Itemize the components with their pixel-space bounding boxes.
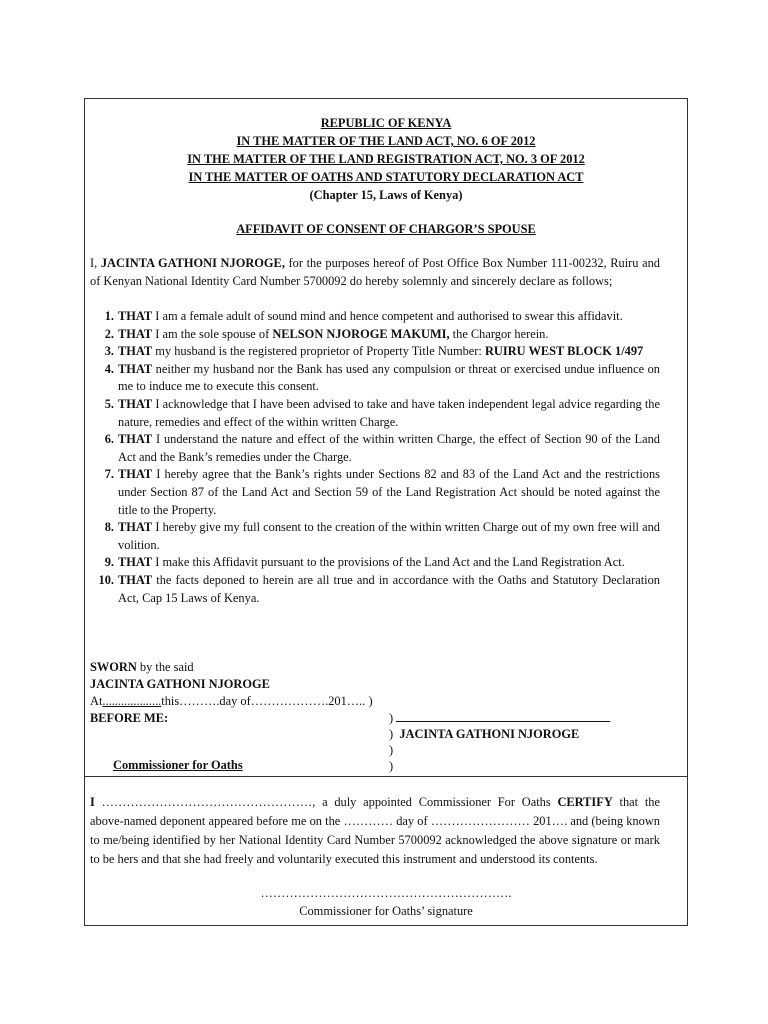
header-chapter: (Chapter 15, Laws of Kenya)	[309, 188, 463, 202]
item-lead: THAT	[118, 572, 153, 587]
list-item	[90, 519, 660, 554]
item-lead: THAT	[118, 326, 153, 341]
item-text: I make this Affidavit pursuant to the provisions of the Land Act and the Land Registration Act.	[152, 555, 625, 570]
intro-post: for the purposes hereof of Post Office Box Number 111-00232, Ruiru and of Kenyan National Identity Card Number 5700092 do hereby solemnly and sincerely declare as follows;	[90, 256, 660, 288]
item-text: neither my husband nor the Bank has used any compulsion or threat or exercised undue influence on me to induce me to execute this consent.	[118, 361, 660, 394]
signature-name: JACINTA GATHONI NJOROGE	[399, 727, 580, 741]
item-number: 5.	[104, 396, 114, 411]
certificate-text: ……………………………………………, a duly appointed Commissioner For Oaths	[94, 795, 558, 809]
header-republic: REPUBLIC OF KENYA	[320, 116, 452, 130]
paren: )	[389, 743, 394, 757]
item-text: I hereby agree that the Bank’s rights under Sections 82 and 83 of the Land Act and the restrictions under Section 87 of the Land Act and Section 59 of the Land Registration Act should be noted against the title to the Property.	[118, 467, 660, 517]
signature-line	[396, 711, 610, 722]
item-number: 10.	[98, 572, 114, 587]
at-line	[90, 694, 373, 709]
intro-paragraph	[90, 255, 660, 290]
item-number: 9.	[104, 555, 114, 570]
chargor-name: NELSON NJOROGE MAKUMI,	[272, 326, 450, 341]
deponent-name: JACINTA GATHONI NJOROGE,	[100, 256, 285, 270]
item-number: 7.	[104, 467, 114, 482]
header-land-act: IN THE MATTER OF THE LAND ACT, NO. 6 OF 2012	[236, 134, 536, 148]
list-item	[90, 554, 660, 572]
item-lead: THAT	[118, 344, 153, 359]
at-place-blank: ...................	[102, 694, 162, 708]
item-lead: THAT	[118, 520, 153, 535]
property-title: RUIRU WEST BLOCK 1/497	[484, 344, 644, 359]
document-title: AFFIDAVIT OF CONSENT OF CHARGOR’S SPOUSE	[236, 222, 536, 236]
list-item	[90, 308, 660, 326]
sworn-rest: by the said	[136, 660, 194, 674]
intro-pre: I,	[90, 256, 101, 270]
sworn-word: SWORN	[90, 660, 137, 674]
item-lead: THAT	[118, 361, 153, 376]
item-number: 8.	[104, 520, 114, 535]
item-lead: THAT	[118, 396, 153, 411]
list-item	[90, 361, 660, 396]
list-item	[90, 466, 660, 519]
certificate-paragraph	[90, 793, 660, 869]
item-number: 3.	[104, 344, 114, 359]
list-item	[90, 396, 660, 431]
item-text: my husband is the registered proprietor of Property Title Number:	[152, 344, 485, 359]
item-text: I hereby give my full consent to the creation of the within written Charge out of my own free will and volition.	[118, 520, 660, 552]
certificate-i: I	[90, 795, 95, 809]
paren: )	[389, 711, 394, 725]
item-number: 4.	[104, 361, 114, 376]
list-item	[90, 431, 660, 466]
item-number: 1.	[104, 309, 114, 323]
item-lead: THAT	[118, 432, 153, 447]
item-number: 6.	[104, 432, 114, 447]
certificate-divider	[84, 776, 688, 777]
signature-name-row	[389, 727, 579, 742]
item-text: the facts deponed to herein are all true and in accordance with the Oaths and Statutory Declaration Act, Cap 15 Laws of Kenya.	[118, 572, 660, 605]
commissioner-label: Commissioner for Oaths	[113, 758, 243, 772]
list-item	[90, 326, 660, 344]
certify-word: CERTIFY	[557, 795, 613, 809]
item-text: I acknowledge that I have been advised to take and have taken independent legal advice regarding the nature, remedies and effect of the within written Charge.	[118, 396, 660, 429]
item-lead: THAT	[118, 467, 153, 482]
list-item	[90, 343, 660, 361]
item-text: I am the sole spouse of	[152, 326, 273, 341]
item-text: I am a female adult of sound mind and hence competent and authorised to swear this affidavit.	[152, 309, 623, 323]
at-prefix: At	[90, 694, 103, 708]
signature-line-row	[389, 711, 610, 726]
item-tail: the Chargor herein.	[449, 326, 549, 341]
item-lead: THAT	[118, 309, 153, 323]
sworn-line	[90, 660, 194, 675]
paren: )	[389, 759, 394, 773]
signature-dots: …………………………………………………….	[260, 886, 512, 900]
commissioner-signature-label: Commissioner for Oaths’ signature	[299, 904, 473, 918]
certificate-rest: that the above-named deponent appeared before me on the ………… day of …………………… 201…. and (being known to me/being identified by her National Identity Card Number 5700092 acknowledged the above signature or mark to be hers and that she had freely and voluntarily executed this instrument and understood its contents.	[90, 795, 661, 866]
item-number: 2.	[104, 326, 114, 341]
item-text: I understand the nature and effect of the within written Charge, the effect of Section 90 of the Land Act and the Bank’s remedies under the Charge.	[118, 432, 660, 464]
paren: )	[389, 727, 394, 741]
header-oaths-act: IN THE MATTER OF OATHS AND STATUTORY DECLARATION ACT	[188, 170, 584, 184]
header-land-registration-act: IN THE MATTER OF THE LAND REGISTRATION ACT, NO. 3 OF 2012	[187, 152, 585, 166]
at-date-blanks: this……….day of……………….201….. )	[161, 694, 373, 708]
sworn-deponent: JACINTA GATHONI NJOROGE	[90, 677, 270, 691]
before-me-label: BEFORE ME:	[90, 711, 169, 725]
list-item	[90, 572, 660, 607]
declarations-list	[90, 308, 660, 607]
item-lead: THAT	[118, 555, 153, 570]
